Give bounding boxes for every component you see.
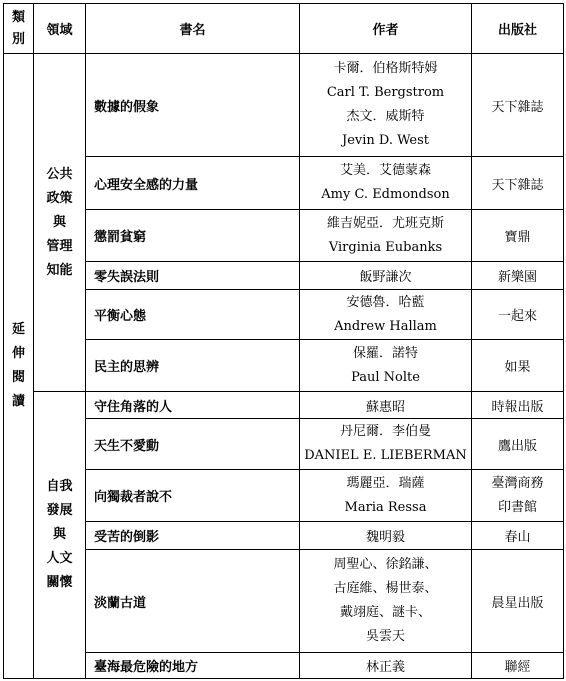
book-title: 數據的假象 [86, 54, 300, 157]
book-publisher: 一起來 [472, 290, 564, 340]
author-line: 艾美．艾德蒙森 [339, 163, 431, 178]
book-publisher: 晨星出版 [472, 550, 564, 653]
domain-line: 知能 [46, 262, 73, 278]
header-domain: 領域 [34, 4, 86, 54]
table-row [4, 470, 564, 522]
book-title: 平衡心態 [86, 290, 300, 340]
publisher-line: 臺灣商務 [491, 475, 544, 491]
author-line: Virginia Eubanks [328, 239, 443, 255]
book-title: 受苦的倒影 [86, 522, 300, 550]
table-row [4, 210, 564, 262]
book-publisher: 如果 [472, 340, 564, 392]
domain-cell-policy [34, 54, 86, 392]
author-line: Carl T. Bergstrom [326, 85, 445, 100]
header-author: 作者 [300, 4, 472, 54]
author-line: 杰文．威斯特 [346, 109, 425, 124]
table-row [4, 522, 564, 550]
book-author [300, 419, 472, 470]
domain-line: 發展 [46, 503, 73, 518]
table-row [4, 340, 564, 392]
category-char: 閱 [11, 370, 25, 385]
author-line: Jevin D. West [341, 133, 430, 148]
header-publisher: 出版社 [472, 4, 564, 54]
author-line: 卡爾．伯格斯特姆 [333, 61, 438, 76]
table-row [4, 54, 564, 157]
domain-cell-humanities [34, 392, 86, 679]
author-line: 戴翊庭、謎卡、 [339, 605, 431, 620]
book-publisher: 天下雜誌 [472, 54, 564, 157]
author-line: Paul Nolte [351, 369, 420, 385]
publisher-line: 印書館 [497, 499, 537, 515]
author-line: 瑪麗亞．瑞薩 [346, 475, 425, 491]
author-line: 保羅．諾特 [352, 345, 418, 361]
header-title: 書名 [86, 4, 300, 54]
book-publisher: 鷹出版 [472, 419, 564, 470]
author-line: 吳雲天 [365, 629, 405, 644]
book-title: 臺海最危險的地方 [86, 653, 300, 679]
book-title: 守住角落的人 [86, 392, 300, 419]
book-title: 心理安全感的力量 [86, 157, 300, 210]
book-author: 蘇惠昭 [300, 392, 472, 419]
book-title: 民主的思辨 [86, 340, 300, 392]
table-row [4, 419, 564, 470]
category-cell [4, 54, 34, 679]
book-publisher: 聯經 [472, 653, 564, 679]
book-author [300, 54, 472, 157]
header-category [4, 4, 34, 54]
category-char: 延 [11, 322, 25, 337]
book-author [300, 210, 472, 262]
header-category-text: 類別 [11, 9, 25, 47]
book-author [300, 550, 472, 653]
author-line: DANIEL E. LIEBERMAN [304, 448, 467, 463]
table-row [4, 290, 564, 340]
author-line: Amy C. Edmondson [321, 187, 450, 202]
book-title: 天生不愛動 [86, 419, 300, 470]
category-char: 讀 [11, 394, 25, 409]
book-publisher: 新樂園 [472, 262, 564, 290]
book-author [300, 290, 472, 340]
table-row [4, 392, 564, 419]
author-line: Andrew Hallam [334, 318, 437, 334]
book-author: 林正義 [300, 653, 472, 679]
domain-line: 政策 [46, 190, 73, 206]
table-row [4, 653, 564, 679]
domain-line: 公共 [46, 166, 73, 182]
book-title: 淡蘭古道 [86, 550, 300, 653]
author-line: 丹尼爾．李伯曼 [339, 424, 431, 439]
book-author [300, 340, 472, 392]
table-row [4, 157, 564, 210]
reading-list-table [3, 3, 564, 679]
author-line: 維吉妮亞．尤班克斯 [326, 215, 444, 231]
book-author: 魏明毅 [300, 522, 472, 550]
header-row [4, 4, 564, 54]
domain-line: 管理 [46, 238, 73, 254]
book-publisher: 春山 [472, 522, 564, 550]
domain-line: 關懷 [46, 575, 73, 590]
author-line: 周聖心、徐銘謙、 [333, 557, 438, 572]
author-line: Maria Ressa [344, 499, 427, 515]
table-row [4, 262, 564, 290]
book-title: 懲罰貧窮 [86, 210, 300, 262]
book-publisher: 時報出版 [472, 392, 564, 419]
category-char: 伸 [11, 346, 25, 361]
book-author [300, 157, 472, 210]
domain-line: 人文 [46, 551, 73, 566]
author-line: 安德魯．哈藍 [346, 294, 425, 310]
book-publisher [472, 470, 564, 522]
domain-line: 自我 [46, 479, 73, 494]
domain-line: 與 [52, 527, 66, 542]
book-title: 零失誤法則 [86, 262, 300, 290]
book-publisher: 天下雜誌 [472, 157, 564, 210]
book-author [300, 470, 472, 522]
book-publisher: 寶鼎 [472, 210, 564, 262]
book-author: 飯野謙次 [300, 262, 472, 290]
domain-line: 與 [52, 214, 66, 230]
table-row [4, 550, 564, 653]
author-line: 古庭維、楊世泰、 [333, 581, 438, 596]
book-title: 向獨裁者說不 [86, 470, 300, 522]
